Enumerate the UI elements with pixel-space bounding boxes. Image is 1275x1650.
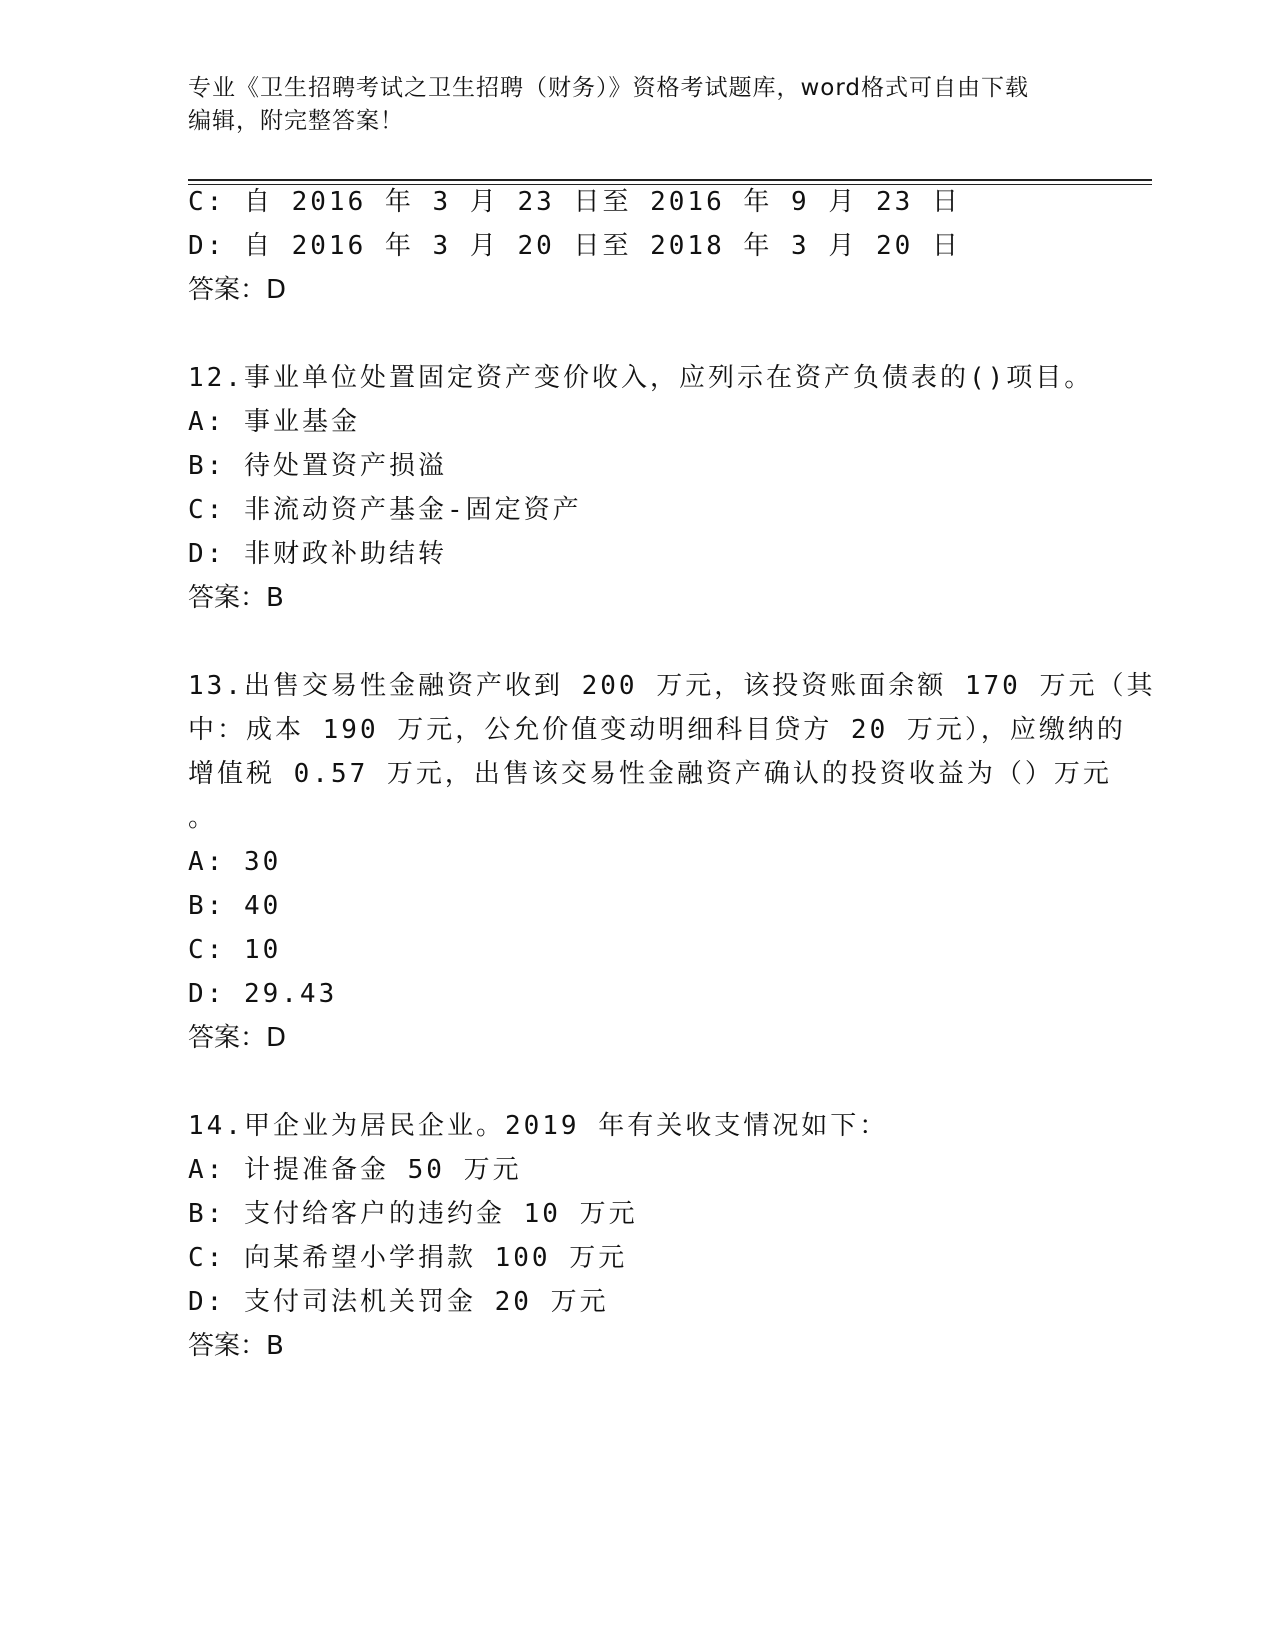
q12-answer: 答案：B	[188, 583, 284, 613]
q12-option-c: C: 非流动资产基金-固定资产	[188, 495, 582, 525]
header-line-2: 编辑，附完整答案！	[188, 108, 404, 134]
q13-stem-line-4: 。	[188, 803, 218, 833]
q12-stem: 12.事业单位处置固定资产变价收入，应列示在资产负债表的()项目。	[188, 363, 1094, 393]
q14-option-b: B: 支付给客户的违约金 10 万元	[188, 1199, 638, 1229]
q14-option-d: D: 支付司法机关罚金 20 万元	[188, 1287, 609, 1317]
q13-option-a: A: 30	[188, 847, 282, 877]
q11-answer: 答案：D	[188, 275, 287, 305]
q11-option-c: C: 自 2016 年 3 月 23 日至 2016 年 9 月 23 日	[188, 187, 961, 217]
q11-option-d: D: 自 2016 年 3 月 20 日至 2018 年 3 月 20 日	[188, 231, 961, 261]
header-line-1: 专业《卫生招聘考试之卫生招聘（财务）》资格考试题库，word格式可自由下载	[188, 75, 1030, 101]
document-header	[188, 72, 1088, 138]
q12-option-a: A: 事业基金	[188, 407, 360, 437]
q13-option-d: D: 29.43	[188, 979, 338, 1009]
q13-stem-line-3: 增值税 0.57 万元，出售该交易性金融资产确认的投资收益为（）万元	[188, 759, 1112, 789]
q14-option-a: A: 计提准备金 50 万元	[188, 1155, 522, 1185]
q12-option-d: D: 非财政补助结转	[188, 539, 447, 569]
q12-option-b: B: 待处置资产损溢	[188, 451, 447, 481]
q13-option-b: B: 40	[188, 891, 282, 921]
q13-stem-line-1: 13.出售交易性金融资产收到 200 万元，该投资账面余额 170 万元（其	[188, 671, 1156, 701]
q14-option-c: C: 向某希望小学捐款 100 万元	[188, 1243, 628, 1273]
q13-stem-line-2: 中：成本 190 万元，公允价值变动明细科目贷方 20 万元），应缴纳的	[188, 715, 1126, 745]
q14-answer: 答案：B	[188, 1331, 284, 1361]
header-divider-thin	[188, 184, 1152, 185]
q14-stem: 14.甲企业为居民企业。2019 年有关收支情况如下：	[188, 1111, 889, 1141]
q13-answer: 答案：D	[188, 1023, 287, 1053]
q13-option-c: C: 10	[188, 935, 282, 965]
header-divider-thick	[188, 179, 1152, 181]
